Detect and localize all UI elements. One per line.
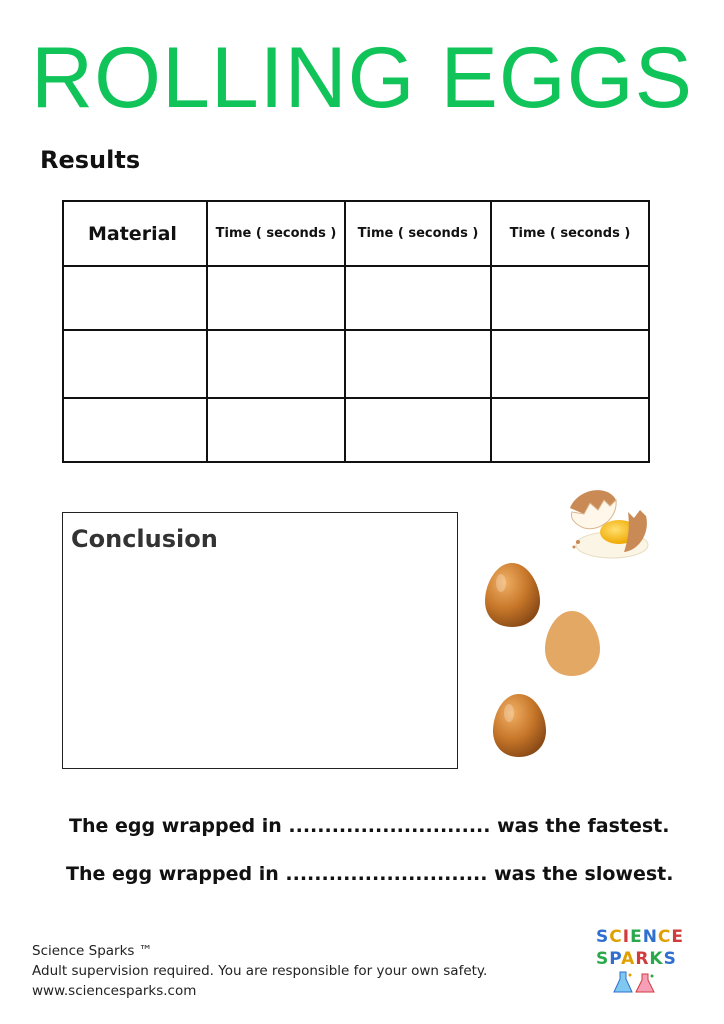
page-title: ROLLING EGGS <box>31 30 693 126</box>
column-header-time-2: Time ( seconds ) <box>345 201 491 266</box>
science-sparks-logo <box>596 926 685 998</box>
fastest-sentence: The egg wrapped in ............................ was the fastest. <box>69 815 670 837</box>
footer-brand: Science Sparks ™ <box>32 943 153 959</box>
results-heading: Results <box>40 146 141 174</box>
cracked-egg-icon <box>570 490 648 558</box>
slowest-sentence: The egg wrapped in ............................ was the slowest. <box>66 863 674 885</box>
table-cell-time[interactable] <box>207 398 345 462</box>
results-table <box>62 200 650 463</box>
table-cell-material[interactable] <box>63 266 207 330</box>
table-cell-time[interactable] <box>207 266 345 330</box>
pale-egg-icon <box>545 611 600 676</box>
table-cell-time[interactable] <box>207 330 345 398</box>
logo-word-science: SCIENCE <box>596 927 685 947</box>
column-header-time-1: Time ( seconds ) <box>207 201 345 266</box>
table-row <box>63 330 649 398</box>
table-cell-time[interactable] <box>491 398 649 462</box>
conclusion-label: Conclusion <box>71 525 218 553</box>
table-cell-time[interactable] <box>345 330 491 398</box>
brown-egg-icon <box>485 563 540 627</box>
table-cell-material[interactable] <box>63 330 207 398</box>
table-cell-material[interactable] <box>63 398 207 462</box>
table-header-row <box>63 201 649 266</box>
table-cell-time[interactable] <box>345 266 491 330</box>
conclusion-box[interactable] <box>62 512 458 769</box>
brown-egg-icon <box>493 694 546 757</box>
footer-website: www.sciencesparks.com <box>32 983 197 999</box>
footer-safety-note: Adult supervision required. You are responsible for your own safety. <box>32 963 488 979</box>
table-row <box>63 266 649 330</box>
footer <box>32 941 487 1001</box>
flask-icon <box>596 970 674 996</box>
table-cell-time[interactable] <box>345 398 491 462</box>
table-cell-time[interactable] <box>491 266 649 330</box>
logo-word-sparks: SPARKS <box>596 949 677 969</box>
column-header-time-3: Time ( seconds ) <box>491 201 649 266</box>
column-header-material: Material <box>63 201 207 266</box>
table-row <box>63 398 649 462</box>
table-cell-time[interactable] <box>491 330 649 398</box>
